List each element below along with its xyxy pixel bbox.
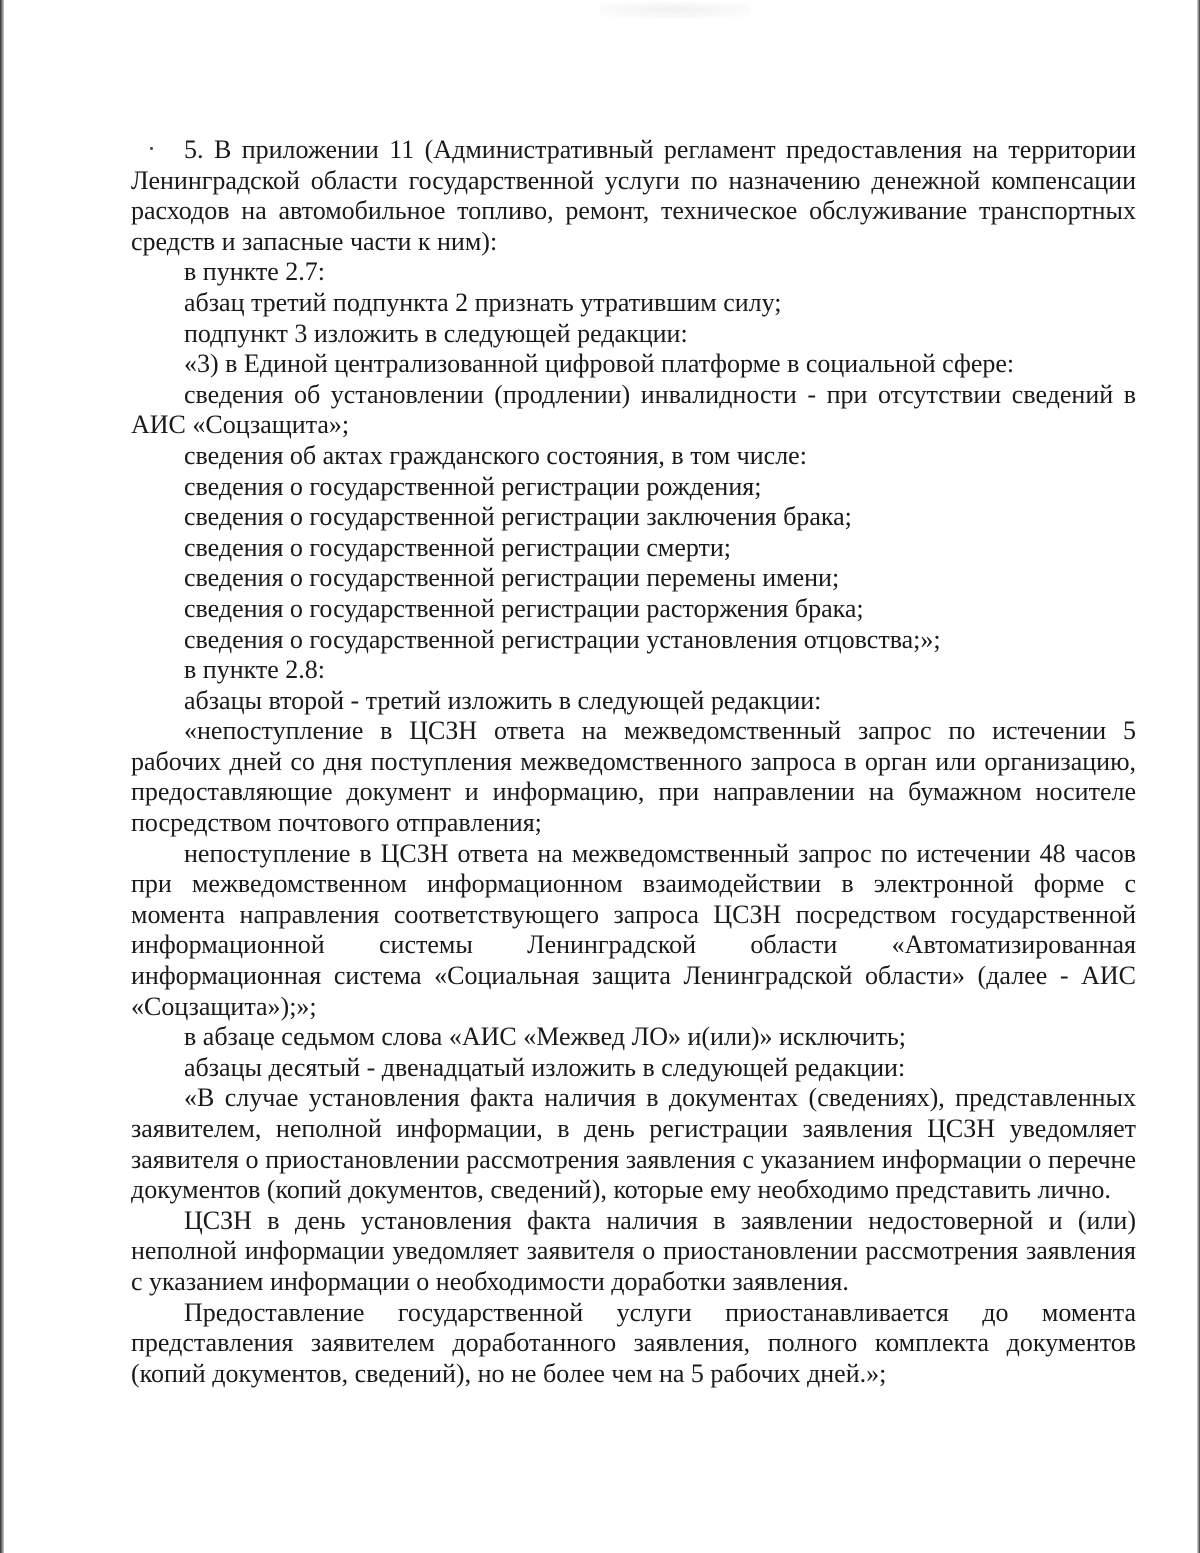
paragraph-sub-3-edit: подпункт 3 изложить в следующей редакции: (184, 318, 688, 348)
paragraph-birth-registration: сведения о государственной регистрации рождения; (184, 471, 762, 501)
paragraph-name-change-registration: сведения о государственной регистрации перемены имени; (184, 563, 840, 593)
paragraph-point-2-7: в пункте 2.7: (184, 257, 326, 287)
paragraph-para-2-3-edit: абзацы второй - третий изложить в следующей редакции: (184, 685, 822, 715)
paragraph-item-5-intro: 5. В приложении 11 (Административный регламент предоставления на территории Ленинградской области государственной услуги по назначению денежной компенсации расходов на автомобильное топливо, ремонт, техническое обслуживание транспортных средств и запасные части к ним): (131, 135, 1136, 256)
paragraph-marriage-registration: сведения о государственной регистрации заключения брака; (184, 502, 852, 532)
paragraph-disability-info: сведения об установлении (продлении) инвалидности - при отсутствии сведений в АИС «Соцзащита»; (131, 379, 1136, 440)
paragraph-para-3-sub-2: абзац третий подпункта 2 признать утратившим силу; (184, 287, 782, 317)
scan-edge-left (0, 0, 4, 1553)
paragraph-suspension: Предоставление государственной услуги приостанавливается до момента представления заявителем доработанного заявления, полного комплекта документов (копий документов, сведений), но не более чем на 5 рабочих дней.»; (131, 1297, 1136, 1388)
paragraph-nonreceipt-48-hours: непоступление в ЦСЗН ответа на межведомственный запрос по истечении 48 часов при межведомственном информационном взаимодействии в электронной форме с момента направления соответствующего запроса ЦСЗН посредством государственной информационной системы Ленинградской области «Автоматизированная информационная система «Социальная защита Ленинградской области» (далее - АИС «Соцзащита»);»; (131, 838, 1136, 1021)
paragraph-civil-acts: сведения об актах гражданского состояния, в том числе: (184, 440, 807, 470)
paragraph-paternity-registration: сведения о государственной регистрации установления отцовства;»; (184, 624, 941, 654)
paragraph-point-2-8: в пункте 2.8: (184, 655, 326, 685)
paragraph-nonreceipt-5-days: «непоступление в ЦСЗН ответа на межведомственный запрос по истечении 5 рабочих дней со дня поступления межведомственного запроса в орган или организацию, предоставляющие документ и информацию, при направлении на бумажном носителе посредством почтового отправления; (131, 716, 1136, 838)
paragraph-incomplete-info: «В случае установления факта наличия в документах (сведениях), представленных заявителем, неполной информации, в день регистрации заявления ЦСЗН уведомляет заявителя о приостановлении рассмотрения заявления с указанием информации о перечне документов (копий документов, сведений), которые ему необходимо представить лично. (131, 1083, 1136, 1205)
paragraph-quote-3: «3) в Единой централизованной цифровой платформе в социальной сфере: (184, 349, 1015, 379)
paragraph-para-10-12-edit: абзацы десятый - двенадцатый изложить в следующей редакции: (184, 1052, 906, 1082)
scan-smudge (600, 2, 750, 18)
paragraph-death-registration: сведения о государственной регистрации смерти; (184, 532, 732, 562)
document-text (131, 135, 1136, 1389)
paragraph-unreliable-info: ЦСЗН в день установления факта наличия в заявлении недостоверной и (или) неполной информации уведомляет заявителя о приостановлении рассмотрения заявления с указанием информации о необходимости доработки заявления. (131, 1205, 1136, 1296)
paragraph-para-7-exclude: в абзаце седьмом слова «АИС «Межвед ЛО» и(или)» исключить; (184, 1022, 906, 1052)
paragraph-divorce-registration: сведения о государственной регистрации расторжения брака; (184, 593, 864, 623)
